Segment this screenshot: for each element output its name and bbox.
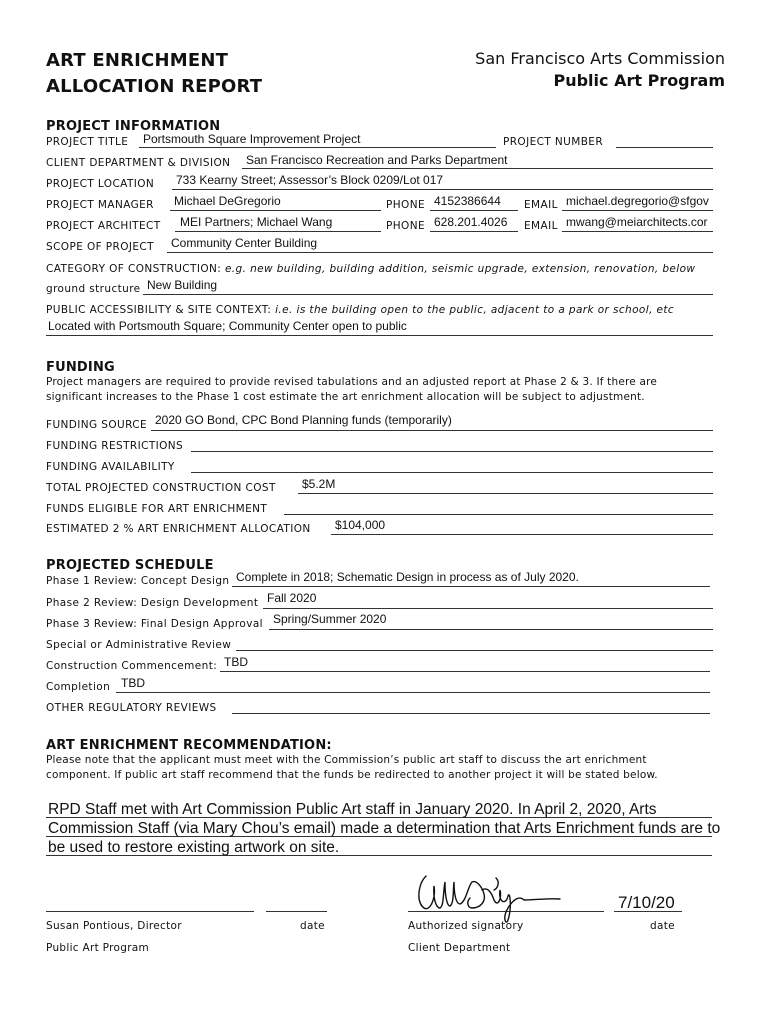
accessibility-line: [46, 335, 713, 336]
project-manager-field[interactable]: Michael DeGregorio: [174, 194, 281, 208]
funding-heading: FUNDING: [46, 360, 115, 375]
architect-phone-label: PHONE: [386, 220, 425, 232]
signatory-date-field[interactable]: 7/10/20: [618, 893, 675, 912]
manager-email-field[interactable]: michael.degregorio@sfgov: [566, 194, 709, 208]
phase1-line: [232, 586, 710, 587]
project-title-line: [139, 147, 496, 148]
phase1-field[interactable]: Complete in 2018; Schematic Design in process as of July 2020.: [236, 570, 579, 584]
special-review-line[interactable]: [236, 650, 713, 651]
scope-label: SCOPE OF PROJECT: [46, 241, 154, 253]
funding-source-line: [151, 430, 713, 431]
funds-eligible-line[interactable]: [284, 514, 713, 515]
project-location-field[interactable]: 733 Kearny Street; Assessor’s Block 0209/Lot 017: [176, 173, 444, 187]
director-date-line[interactable]: [266, 911, 327, 912]
other-reviews-line[interactable]: [232, 713, 710, 714]
phase3-field[interactable]: Spring/Summer 2020: [273, 612, 387, 626]
phase3-label: Phase 3 Review: Final Design Approval: [46, 618, 263, 630]
director-org: Public Art Program: [46, 942, 150, 954]
phase3-line: [269, 629, 713, 630]
accessibility-label: [46, 304, 674, 316]
manager-email-line: [562, 210, 713, 211]
organization-block: [405, 48, 725, 92]
project-architect-label: PROJECT ARCHITECT: [46, 220, 161, 232]
phase2-line: [263, 608, 713, 609]
special-review-label: Special or Administrative Review: [46, 639, 232, 651]
client-department-signature-label: Client Department: [408, 942, 511, 954]
recommendation-heading: ART ENRICHMENT RECOMMENDATION:: [46, 738, 332, 753]
funding-source-field[interactable]: 2020 GO Bond, CPC Bond Planning funds (temporarily): [155, 413, 452, 427]
project-number-label: PROJECT NUMBER: [503, 136, 604, 148]
scope-line: [167, 252, 713, 253]
accessibility-label-text: PUBLIC ACCESSIBILITY & SITE CONTEXT:: [46, 304, 272, 316]
project-location-line: [172, 189, 713, 190]
project-number-line: [616, 147, 713, 148]
category-label-text: CATEGORY OF CONSTRUCTION:: [46, 263, 222, 275]
project-title-field[interactable]: Portsmouth Square Improvement Project: [143, 132, 361, 146]
project-architect-line: [175, 231, 381, 232]
report-title: [46, 48, 262, 100]
schedule-heading: PROJECTED SCHEDULE: [46, 558, 214, 573]
architect-phone-field[interactable]: 628.201.4026: [434, 215, 508, 229]
ground-structure-line: [143, 294, 713, 295]
signatory-date-line: [614, 911, 682, 912]
other-reviews-label: OTHER REGULATORY REVIEWS: [46, 702, 217, 714]
recommendation-note-line1: Please note that the applicant must meet with the Commission’s public art staff to discuss the art enrichment: [46, 754, 647, 766]
accessibility-hint: i.e. is the building open to the public, adjacent to a park or school, etc: [275, 304, 675, 316]
project-title-label: PROJECT TITLE: [46, 136, 129, 148]
funding-note-line2: significant increases to the Phase 1 cost estimate the art enrichment allocation will be subject to adjustment.: [46, 391, 645, 403]
ground-structure-label: ground structure: [46, 283, 141, 295]
phase2-field[interactable]: Fall 2020: [267, 591, 317, 605]
total-cost-line: [298, 493, 713, 494]
architect-phone-line: [430, 231, 518, 232]
project-information-heading: PROJECT INFORMATION: [46, 119, 221, 134]
scope-field[interactable]: Community Center Building: [171, 236, 318, 250]
construction-commencement-line: [220, 671, 710, 672]
signatory-label: Authorized signatory: [408, 920, 524, 932]
report-title-line1: ART ENRICHMENT: [46, 50, 229, 71]
signatory-date-label: date: [650, 920, 675, 932]
recommendation-text-line1: RPD Staff met with Art Commission Public Art staff in January 2020. In April 2, 2020, Arts: [48, 801, 657, 818]
construction-category-field[interactable]: New Building: [147, 278, 218, 292]
manager-phone-label: PHONE: [386, 199, 425, 211]
director-name: Susan Pontious, Director: [46, 920, 182, 932]
recommendation-text[interactable]: [48, 800, 720, 857]
architect-email-label: EMAIL: [524, 220, 558, 232]
recommendation-note: [46, 753, 658, 783]
category-label: [46, 263, 695, 275]
funding-restrictions-line[interactable]: [191, 451, 713, 452]
client-department-label: CLIENT DEPARTMENT & DIVISION: [46, 157, 231, 169]
architect-email-field[interactable]: mwang@meiarchitects.cor: [566, 215, 708, 229]
project-architect-field[interactable]: MEI Partners; Michael Wang: [180, 215, 333, 229]
signature-image: [412, 868, 562, 926]
estimated-allocation-label: ESTIMATED 2 % ART ENRICHMENT ALLOCATION: [46, 523, 311, 535]
completion-line: [116, 692, 710, 693]
manager-email-label: EMAIL: [524, 199, 558, 211]
project-manager-line: [170, 210, 381, 211]
category-hint: e.g. new building, building addition, seismic upgrade, extension, renovation, below: [224, 263, 696, 275]
architect-email-line: [562, 231, 713, 232]
completion-field[interactable]: TBD: [121, 676, 145, 690]
project-location-label: PROJECT LOCATION: [46, 178, 155, 190]
report-title-line2: ALLOCATION REPORT: [46, 76, 263, 97]
phase2-label: Phase 2 Review: Design Development: [46, 597, 259, 609]
total-cost-field[interactable]: $5.2M: [302, 477, 336, 491]
construction-commencement-field[interactable]: TBD: [224, 655, 248, 669]
recommendation-text-line2: Commission Staff (via Mary Chou’s email) made a determination that Arts Enrichment funds are to: [48, 820, 721, 837]
client-department-field[interactable]: San Francisco Recreation and Parks Department: [246, 153, 508, 167]
construction-commencement-label: Construction Commencement:: [46, 660, 218, 672]
program-name: Public Art Program: [553, 71, 725, 90]
estimated-allocation-field[interactable]: $104,000: [335, 518, 386, 532]
phase1-label: Phase 1 Review: Concept Design: [46, 575, 230, 587]
recommendation-note-line2: component. If public art staff recommend that the funds be redirected to another project it will be stated below.: [46, 769, 658, 781]
funding-source-label: FUNDING SOURCE: [46, 419, 148, 431]
director-signature-line[interactable]: [46, 911, 254, 912]
client-department-line: [242, 168, 713, 169]
recommendation-text-line3: be used to restore existing artwork on site.: [48, 839, 340, 856]
total-cost-label: TOTAL PROJECTED CONSTRUCTION COST: [46, 482, 276, 494]
funding-availability-label: FUNDING AVAILABILITY: [46, 461, 175, 473]
project-manager-label: PROJECT MANAGER: [46, 199, 154, 211]
director-date-label: date: [300, 920, 325, 932]
funding-restrictions-label: FUNDING RESTRICTIONS: [46, 440, 184, 452]
funding-note: [46, 375, 657, 405]
funding-note-line1: Project managers are required to provide revised tabulations and an adjusted report at Phase 2 & 3. If there are: [46, 376, 658, 388]
organization-name: San Francisco Arts Commission: [475, 49, 725, 68]
manager-phone-line: [430, 210, 518, 211]
accessibility-field[interactable]: Located with Portsmouth Square; Community Center open to public: [48, 319, 407, 333]
manager-phone-field[interactable]: 4152386644: [434, 194, 501, 208]
funds-eligible-label: FUNDS ELIGIBLE FOR ART ENRICHMENT: [46, 503, 268, 515]
estimated-allocation-line: [331, 534, 713, 535]
completion-label: Completion: [46, 681, 111, 693]
funding-availability-line[interactable]: [191, 472, 713, 473]
